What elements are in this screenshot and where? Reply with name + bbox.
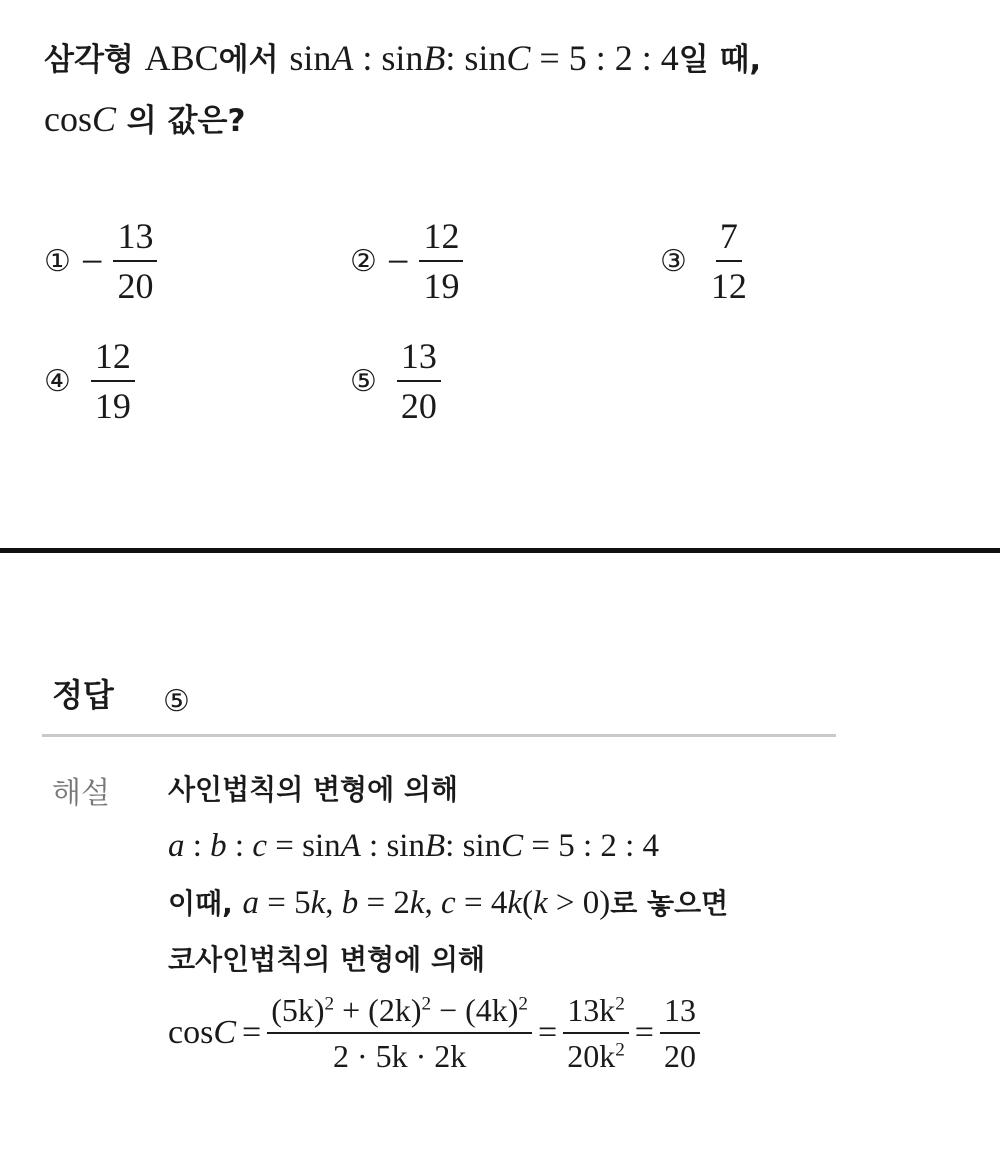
- term: + (2k): [334, 992, 422, 1028]
- equals-sign: =: [242, 1014, 262, 1051]
- math-var: k: [507, 885, 522, 921]
- math-var: B: [424, 828, 446, 864]
- question-text: 삼각형: [44, 42, 145, 78]
- fraction: [397, 338, 441, 424]
- term: (5k): [271, 992, 325, 1028]
- math-op: = 5: [258, 885, 311, 921]
- term: 20k: [567, 1038, 616, 1074]
- question-text: 일 때,: [678, 42, 762, 78]
- denominator: 20: [663, 1038, 696, 1074]
- math-op: : sin: [360, 828, 425, 864]
- math-var: c: [252, 828, 267, 864]
- choice-5[interactable]: [350, 338, 441, 424]
- numerator: [267, 994, 532, 1034]
- math-op: = 2: [358, 885, 410, 921]
- solution-label: 해설: [52, 776, 110, 811]
- math-var-A: A: [331, 38, 354, 78]
- exponent: 2: [615, 1039, 625, 1061]
- choice-number: ③: [660, 243, 687, 279]
- math-cos: cos: [168, 1014, 214, 1051]
- fraction: [660, 994, 700, 1072]
- math-op: ,: [325, 885, 342, 921]
- cosine-equation: [168, 994, 728, 1072]
- denominator: 20: [400, 386, 437, 426]
- math-op: = sin: [267, 828, 341, 864]
- fraction: [563, 994, 629, 1072]
- solution-line-3: [168, 875, 728, 932]
- math-sin: sin: [289, 38, 332, 78]
- question-text: 의 값은?: [116, 103, 246, 140]
- math-var: b: [341, 885, 359, 921]
- solution-line-2: [168, 818, 728, 875]
- question-line-1: [44, 28, 761, 89]
- math-var-B: B: [423, 38, 446, 78]
- math-var: k: [532, 885, 548, 921]
- denominator: 2 · 5k · 2k: [332, 1038, 467, 1074]
- choice-number: ②: [350, 243, 377, 279]
- denominator: 12: [710, 266, 747, 306]
- answer-rule: [42, 734, 836, 737]
- math-op: :: [184, 828, 211, 864]
- fraction: [91, 338, 135, 424]
- math-var: a: [168, 828, 185, 864]
- choice-number: ①: [44, 243, 71, 279]
- solution-body: [168, 762, 728, 1072]
- section-divider: [0, 548, 1000, 553]
- term: 13k: [567, 992, 616, 1028]
- numerator: 13: [113, 218, 157, 262]
- math-sin: : sin: [353, 38, 424, 78]
- math-op: (: [521, 885, 533, 921]
- math-op: = 4: [455, 885, 508, 921]
- math-cos: cos: [44, 99, 92, 140]
- denominator: 19: [423, 266, 460, 306]
- solution-text: 이때,: [168, 887, 243, 920]
- math-sin: : sin: [445, 38, 507, 78]
- solution-line-4: 코사인법칙의 변형에 의해: [168, 943, 486, 976]
- choice-3[interactable]: [660, 218, 751, 304]
- math-op: > 0): [547, 885, 611, 921]
- denominator: 19: [94, 386, 131, 426]
- fraction: [113, 218, 157, 304]
- numerator: [563, 994, 629, 1034]
- math-var-C: C: [92, 99, 117, 140]
- negative-sign: −: [80, 238, 104, 284]
- choice-2[interactable]: [350, 218, 463, 304]
- numerator: 7: [716, 218, 742, 262]
- math-op: ,: [424, 885, 442, 921]
- exponent: 2: [324, 993, 335, 1015]
- math-var: C: [213, 1014, 237, 1051]
- answer-value: ⑤: [163, 684, 190, 719]
- exponent: 2: [421, 993, 432, 1015]
- question: [44, 28, 761, 150]
- numerator: 12: [91, 338, 135, 382]
- question-text: 에서: [218, 42, 290, 78]
- math-var-C: C: [506, 38, 531, 78]
- numerator: 13: [397, 338, 441, 382]
- choice-number: ④: [44, 363, 71, 399]
- fraction: [707, 218, 751, 304]
- choice-number: ⑤: [350, 363, 377, 399]
- numerator: 12: [419, 218, 463, 262]
- denominator: [563, 1034, 629, 1072]
- solution-text: 로 놓으면: [610, 887, 729, 920]
- denominator: 20: [117, 266, 154, 306]
- math-op: :: [226, 828, 253, 864]
- fraction: [267, 994, 532, 1072]
- math-var: a: [242, 885, 259, 921]
- choice-1[interactable]: [44, 218, 157, 304]
- equals-sign: =: [634, 1014, 654, 1051]
- math-var: A: [340, 828, 361, 864]
- fraction: [419, 218, 463, 304]
- math-var: k: [310, 885, 326, 921]
- exponent: 2: [518, 993, 529, 1015]
- term: − (4k): [431, 992, 519, 1028]
- math-var: c: [441, 885, 456, 921]
- triangle-name: ABC: [144, 38, 219, 78]
- math-op: : sin: [445, 828, 502, 864]
- math-ratio: = 5 : 2 : 4: [530, 38, 679, 78]
- numerator: 13: [660, 994, 700, 1034]
- exponent: 2: [615, 993, 625, 1015]
- question-line-2: [44, 89, 761, 150]
- math-var: k: [409, 885, 425, 921]
- equals-sign: =: [538, 1014, 558, 1051]
- negative-sign: −: [386, 238, 410, 284]
- math-var: b: [210, 828, 227, 864]
- math-op: = 5 : 2 : 4: [523, 828, 660, 864]
- solution-line-1: 사인법칙의 변형에 의해: [168, 773, 458, 806]
- choice-4[interactable]: [44, 338, 135, 424]
- answer-label: 정답: [52, 676, 114, 714]
- math-var: C: [501, 828, 524, 864]
